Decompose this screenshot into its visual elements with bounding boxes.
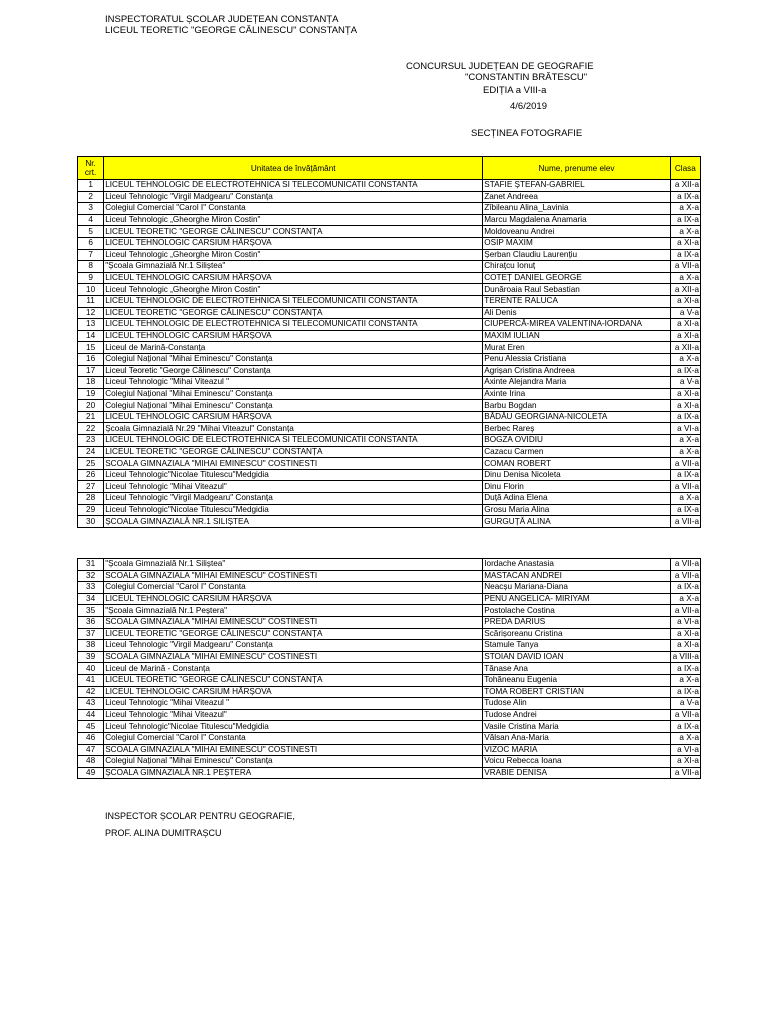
row-student: Scărișoreanu Cristina xyxy=(483,628,671,640)
table-row xyxy=(78,767,701,779)
header-nr: Nr. crt. xyxy=(78,157,104,180)
row-school: Liceul Tehnologic "Mihai Viteazul" xyxy=(104,709,483,721)
row-class: a XII-a xyxy=(670,342,700,354)
table-row xyxy=(78,570,701,582)
row-student: Berbec Rareș xyxy=(483,423,671,435)
row-class: a V-a xyxy=(670,698,700,710)
row-class: a VI-a xyxy=(670,616,700,628)
row-class: a VII-a xyxy=(670,458,700,470)
row-student: STAFIE ȘTEFAN-GABRIEL xyxy=(483,180,671,192)
table-row xyxy=(78,458,701,470)
row-school: LICEUL TEHNOLOGIC CARSIUM HÂRȘOVA xyxy=(104,411,483,423)
table-row xyxy=(78,516,701,528)
table-row xyxy=(78,295,701,307)
table-row xyxy=(78,261,701,273)
row-student: COTEȚ DANIEL GEORGE xyxy=(483,272,671,284)
table-row xyxy=(78,709,701,721)
table-row xyxy=(78,616,701,628)
row-school: Liceul Teoretic "George Călinescu" Constanța xyxy=(104,365,483,377)
contest-name: "CONSTANTIN BRĂTESCU" xyxy=(465,72,588,83)
row-school: LICEUL TEHNOLOGIC DE ELECTROTEHNICA SI TELECOMUNICATII CONSTANTA xyxy=(104,319,483,331)
header-school: Unitatea de învățământ xyxy=(104,157,483,180)
table-row xyxy=(78,249,701,261)
row-class: a X-a xyxy=(670,493,700,505)
row-student: TOMA ROBERT CRISTIAN xyxy=(483,686,671,698)
row-class: a IX-a xyxy=(670,214,700,226)
row-school: Liceul Tehnologic „Gheorghe Miron Costin" xyxy=(104,214,483,226)
table-row xyxy=(78,686,701,698)
table-header-row xyxy=(78,157,701,180)
row-class: a XI-a xyxy=(670,628,700,640)
table-row xyxy=(78,582,701,594)
row-student: Șerban Claudiu Laurențiu xyxy=(483,249,671,261)
school-name: LICEUL TEORETIC "GEORGE CĂLINESCU" CONSTANȚA xyxy=(105,25,358,36)
row-class: a VII-a xyxy=(670,605,700,617)
row-nr: 32 xyxy=(78,570,104,582)
row-nr: 6 xyxy=(78,237,104,249)
row-school: Liceul Tehnologic "Virgil Madgearu" Constanța xyxy=(104,191,483,203)
row-student: BĂDĂU GEORGIANA-NICOLETA xyxy=(483,411,671,423)
row-nr: 45 xyxy=(78,721,104,733)
table-row xyxy=(78,593,701,605)
row-class: a XII-a xyxy=(670,180,700,192)
table-row xyxy=(78,377,701,389)
row-student: Chiraţcu Ionuț xyxy=(483,261,671,273)
row-class: a X-a xyxy=(670,353,700,365)
row-nr: 14 xyxy=(78,330,104,342)
row-nr: 20 xyxy=(78,400,104,412)
row-school: LICEUL TEHNOLOGIC DE ELECTROTEHNICA SI TELECOMUNICATII CONSTANTA xyxy=(104,435,483,447)
table-row xyxy=(78,732,701,744)
row-student: Barbu Bogdan xyxy=(483,400,671,412)
table-row xyxy=(78,698,701,710)
row-student: Postolache Costina xyxy=(483,605,671,617)
row-student: VRABIE DENISA xyxy=(483,767,671,779)
table-row xyxy=(78,481,701,493)
row-school: Colegiul Național "Mihai Eminescu" Constanța xyxy=(104,400,483,412)
table-row xyxy=(78,756,701,768)
row-school: Liceul Tehnologic"Nicolae Titulescu"Medgidia xyxy=(104,721,483,733)
row-class: a XI-a xyxy=(670,295,700,307)
row-nr: 8 xyxy=(78,261,104,273)
table-row xyxy=(78,663,701,675)
table-row xyxy=(78,353,701,365)
table-row xyxy=(78,423,701,435)
row-student: MASTACAN ANDREI xyxy=(483,570,671,582)
row-school: Liceul Tehnologic "Mihai Viteazul" xyxy=(104,481,483,493)
row-nr: 17 xyxy=(78,365,104,377)
row-nr: 49 xyxy=(78,767,104,779)
row-class: a IX-a xyxy=(670,191,700,203)
row-nr: 26 xyxy=(78,469,104,481)
row-class: a VIII-a xyxy=(670,651,700,663)
row-school: SCOALA GIMNAZIALA "MIHAI EMINESCU" COSTINESTI xyxy=(104,744,483,756)
table-row xyxy=(78,446,701,458)
table-row xyxy=(78,411,701,423)
row-class: a VII-a xyxy=(670,516,700,528)
row-nr: 16 xyxy=(78,353,104,365)
table-row xyxy=(78,400,701,412)
row-student: OSIP MAXIM xyxy=(483,237,671,249)
row-nr: 7 xyxy=(78,249,104,261)
row-class: a XI-a xyxy=(670,640,700,652)
table-row xyxy=(78,284,701,296)
row-school: Liceul Tehnologic „Gheorghe Miron Costin" xyxy=(104,284,483,296)
row-nr: 11 xyxy=(78,295,104,307)
row-class: a XI-a xyxy=(670,319,700,331)
row-school: Liceul Tehnologic "Virgil Madgearu" Constanța xyxy=(104,493,483,505)
results-table-1 xyxy=(77,156,701,528)
header-class: Clasa xyxy=(670,157,700,180)
institution-header xyxy=(105,14,357,36)
row-nr: 10 xyxy=(78,284,104,296)
table-row xyxy=(78,628,701,640)
row-school: Colegiul Comercial "Carol I" Constanta xyxy=(104,732,483,744)
table-row xyxy=(78,435,701,447)
row-class: a X-a xyxy=(670,203,700,215)
row-class: a IX-a xyxy=(670,663,700,675)
table-row xyxy=(78,330,701,342)
row-school: Liceul de Marină-Constanța xyxy=(104,342,483,354)
table-row xyxy=(78,307,701,319)
table-row xyxy=(78,493,701,505)
row-nr: 2 xyxy=(78,191,104,203)
row-student: TERENTE RALUCA xyxy=(483,295,671,307)
row-school: Colegiul Comercial "Carol I" Constanta xyxy=(104,582,483,594)
row-nr: 42 xyxy=(78,686,104,698)
signature-name: PROF. ALINA DUMITRAȘCU xyxy=(105,828,222,838)
row-school: SCOALA GIMNAZIALA "MIHAI EMINESCU" COSTINESTI xyxy=(104,458,483,470)
row-nr: 21 xyxy=(78,411,104,423)
row-school: Liceul Tehnologic"Nicolae Titulescu"Medgidia xyxy=(104,504,483,516)
row-class: a XII-a xyxy=(670,284,700,296)
row-class: a X-a xyxy=(670,593,700,605)
row-class: a XI-a xyxy=(670,756,700,768)
row-nr: 18 xyxy=(78,377,104,389)
header-student: Nume, prenume elev xyxy=(483,157,671,180)
row-student: Dunăroaia Raul Sebastian xyxy=(483,284,671,296)
row-nr: 9 xyxy=(78,272,104,284)
row-nr: 35 xyxy=(78,605,104,617)
row-school: Colegiul Național "Mihai Eminescu" Constanța xyxy=(104,388,483,400)
row-nr: 24 xyxy=(78,446,104,458)
row-school: Liceul Tehnologic „Gheorghe Miron Costin" xyxy=(104,249,483,261)
table-row xyxy=(78,203,701,215)
row-class: a XI-a xyxy=(670,237,700,249)
table-row xyxy=(78,319,701,331)
row-student: Tudose Andrei xyxy=(483,709,671,721)
row-class: a VII-a xyxy=(670,559,700,571)
row-class: a X-a xyxy=(670,226,700,238)
row-nr: 39 xyxy=(78,651,104,663)
row-student: COMAN ROBERT xyxy=(483,458,671,470)
row-school: LICEUL TEORETIC "GEORGE CĂLINESCU" CONSTANȚA xyxy=(104,446,483,458)
row-student: Agrișan Cristina Andreea xyxy=(483,365,671,377)
row-student: Zîbileanu Alina_Lavinia xyxy=(483,203,671,215)
results-table-2 xyxy=(77,558,701,779)
row-class: a V-a xyxy=(670,377,700,389)
row-student: CIUPERCĂ-MIREA VALENTINA-IORDANA xyxy=(483,319,671,331)
row-nr: 40 xyxy=(78,663,104,675)
row-class: a X-a xyxy=(670,732,700,744)
row-school: SCOALA GIMNAZIALA "MIHAI EMINESCU" COSTINESTI xyxy=(104,570,483,582)
row-class: a X-a xyxy=(670,446,700,458)
row-school: LICEUL TEHNOLOGIC CARSIUM HÂRȘOVA xyxy=(104,593,483,605)
row-nr: 3 xyxy=(78,203,104,215)
row-student: Vălsan Ana-Maria xyxy=(483,732,671,744)
table-row xyxy=(78,214,701,226)
contest-edition: EDIȚIA a VIII-a xyxy=(483,85,547,96)
row-class: a VII-a xyxy=(670,261,700,273)
table-row xyxy=(78,651,701,663)
row-class: a IX-a xyxy=(670,365,700,377)
table-row xyxy=(78,191,701,203)
row-class: a XI-a xyxy=(670,400,700,412)
row-school: LICEUL TEHNOLOGIC CARSIUM HÂRȘOVA xyxy=(104,330,483,342)
row-nr: 28 xyxy=(78,493,104,505)
row-school: Colegiul Național "Mihai Eminescu" Constanța xyxy=(104,756,483,768)
row-school: LICEUL TEHNOLOGIC DE ELECTROTEHNICA SI TELECOMUNICATII CONSTANTA xyxy=(104,180,483,192)
row-nr: 43 xyxy=(78,698,104,710)
row-student: BOGZA OVIDIU xyxy=(483,435,671,447)
row-school: SCOALA GIMNAZIALA "MIHAI EMINESCU" COSTINESTI xyxy=(104,616,483,628)
row-nr: 48 xyxy=(78,756,104,768)
table-row xyxy=(78,365,701,377)
row-school: "Școala Gimnazială Nr.1 Peștera" xyxy=(104,605,483,617)
table-row xyxy=(78,605,701,617)
row-class: a V-a xyxy=(670,307,700,319)
row-school: Liceul Tehnologic "Mihai Viteazul " xyxy=(104,698,483,710)
row-nr: 22 xyxy=(78,423,104,435)
row-class: a IX-a xyxy=(670,469,700,481)
row-student: MAXIM IULIAN xyxy=(483,330,671,342)
row-nr: 30 xyxy=(78,516,104,528)
contest-title: CONCURSUL JUDEȚEAN DE GEOGRAFIE xyxy=(406,61,594,72)
row-student: Voicu Rebecca Ioana xyxy=(483,756,671,768)
row-school: LICEUL TEORETIC "GEORGE CĂLINESCU" CONSTANȚA xyxy=(104,628,483,640)
row-student: Axinte Alejandra Maria xyxy=(483,377,671,389)
row-school: Liceul Tehnologic"Nicolae Titulescu"Medgidia xyxy=(104,469,483,481)
row-student: Tănase Ana xyxy=(483,663,671,675)
row-school: Colegiul Național "Mihai Eminescu" Constanța xyxy=(104,353,483,365)
row-student: Moldoveanu Andrei xyxy=(483,226,671,238)
table-row xyxy=(78,469,701,481)
row-class: a XI-a xyxy=(670,388,700,400)
row-student: Duță Adina Elena xyxy=(483,493,671,505)
row-school: Liceul Tehnologic "Mihai Viteazul " xyxy=(104,377,483,389)
row-school: "Școala Gimnazială Nr.1 Siliștea" xyxy=(104,261,483,273)
row-school: SCOALA GIMNAZIALA "MIHAI EMINESCU" COSTINESTI xyxy=(104,651,483,663)
row-nr: 19 xyxy=(78,388,104,400)
row-nr: 4 xyxy=(78,214,104,226)
row-school: LICEUL TEHNOLOGIC DE ELECTROTEHNICA SI TELECOMUNICATII CONSTANTA xyxy=(104,295,483,307)
row-student: Cazacu Carmen xyxy=(483,446,671,458)
row-nr: 33 xyxy=(78,582,104,594)
table-row xyxy=(78,237,701,249)
row-nr: 29 xyxy=(78,504,104,516)
row-class: a VI-a xyxy=(670,423,700,435)
inspectorate-name: INSPECTORATUL ȘCOLAR JUDEȚEAN CONSTANȚA xyxy=(105,14,339,25)
row-class: a VII-a xyxy=(670,570,700,582)
row-nr: 44 xyxy=(78,709,104,721)
table-row xyxy=(78,342,701,354)
contest-section: SECȚINEA FOTOGRAFIE xyxy=(471,128,583,139)
row-nr: 15 xyxy=(78,342,104,354)
row-student: Vasile Cristina Maria xyxy=(483,721,671,733)
row-student: Grosu Maria Alina xyxy=(483,504,671,516)
row-class: a VII-a xyxy=(670,481,700,493)
row-student: Penu Alessia Cristiana xyxy=(483,353,671,365)
row-nr: 27 xyxy=(78,481,104,493)
row-nr: 25 xyxy=(78,458,104,470)
table-row xyxy=(78,272,701,284)
row-student: Iordache Anastasia xyxy=(483,559,671,571)
row-nr: 38 xyxy=(78,640,104,652)
row-school: Colegiul Comercial "Carol I" Constanta xyxy=(104,203,483,215)
row-class: a X-a xyxy=(670,674,700,686)
row-student: Dinu Denisa Nicoleta xyxy=(483,469,671,481)
row-student: Tudose Alin xyxy=(483,698,671,710)
row-student: Ali Denis xyxy=(483,307,671,319)
row-school: LICEUL TEHNOLOGIC CARSIUM HÂRȘOVA xyxy=(104,686,483,698)
row-class: a X-a xyxy=(670,435,700,447)
row-nr: 13 xyxy=(78,319,104,331)
row-class: a IX-a xyxy=(670,249,700,261)
row-school: ȘCOALA GIMNAZIALĂ NR.1 SILIȘTEA xyxy=(104,516,483,528)
row-school: Liceul de Marină - Constanța xyxy=(104,663,483,675)
row-class: a X-a xyxy=(670,272,700,284)
row-student: Zanet Andreea xyxy=(483,191,671,203)
row-class: a VII-a xyxy=(670,709,700,721)
row-student: Dinu Florin xyxy=(483,481,671,493)
row-class: a IX-a xyxy=(670,504,700,516)
row-student: PENU ANGELICA- MIRIYAM xyxy=(483,593,671,605)
row-school: ȘCOALA GIMNAZIALĂ NR.1 PEȘTERA xyxy=(104,767,483,779)
contest-date: 4/6/2019 xyxy=(510,101,547,112)
row-school: LICEUL TEHNOLOGIC CARSIUM HÂRȘOVA xyxy=(104,237,483,249)
row-school: Liceul Tehnologic "Virgil Madgearu" Constanța xyxy=(104,640,483,652)
row-nr: 1 xyxy=(78,180,104,192)
row-school: LICEUL TEORETIC "GEORGE CĂLINESCU" CONSTANȚA xyxy=(104,674,483,686)
row-nr: 5 xyxy=(78,226,104,238)
row-school: LICEUL TEORETIC "GEORGE CĂLINESCU" CONSTANȚA xyxy=(104,226,483,238)
row-school: LICEUL TEORETIC "GEORGE CĂLINESCU" CONSTANȚA xyxy=(104,307,483,319)
row-nr: 34 xyxy=(78,593,104,605)
row-nr: 31 xyxy=(78,559,104,571)
table-row xyxy=(78,640,701,652)
row-student: Axinte Irina xyxy=(483,388,671,400)
row-nr: 37 xyxy=(78,628,104,640)
row-school: LICEUL TEHNOLOGIC CARSIUM HÂRȘOVA xyxy=(104,272,483,284)
row-student: Tohăneanu Eugenia xyxy=(483,674,671,686)
row-nr: 46 xyxy=(78,732,104,744)
row-class: a VI-a xyxy=(670,744,700,756)
table-row xyxy=(78,559,701,571)
row-class: a IX-a xyxy=(670,582,700,594)
table-row xyxy=(78,388,701,400)
row-student: Neacșu Mariana-Diana xyxy=(483,582,671,594)
row-nr: 12 xyxy=(78,307,104,319)
row-school: "Școala Gimnazială Nr.1 Siliștea" xyxy=(104,559,483,571)
table-row xyxy=(78,744,701,756)
row-nr: 23 xyxy=(78,435,104,447)
row-student: STOIAN DAVID IOAN xyxy=(483,651,671,663)
row-class: a IX-a xyxy=(670,686,700,698)
row-nr: 41 xyxy=(78,674,104,686)
table-row xyxy=(78,674,701,686)
row-student: Marcu Magdalena Anamaria xyxy=(483,214,671,226)
table-row xyxy=(78,504,701,516)
row-student: VIZOC MARIA xyxy=(483,744,671,756)
row-nr: 36 xyxy=(78,616,104,628)
row-school: Școala Gimnazială Nr.29 "Mihai Viteazul" Constanța xyxy=(104,423,483,435)
row-student: Murat Eren xyxy=(483,342,671,354)
row-class: a XI-a xyxy=(670,330,700,342)
row-class: a IX-a xyxy=(670,411,700,423)
row-class: a IX-a xyxy=(670,721,700,733)
table-row xyxy=(78,180,701,192)
row-student: Stamule Tanya xyxy=(483,640,671,652)
signature-title: INSPECTOR ȘCOLAR PENTRU GEOGRAFIE, xyxy=(105,811,295,821)
row-student: PREDA DARIUS xyxy=(483,616,671,628)
table-row xyxy=(78,721,701,733)
row-class: a VII-a xyxy=(670,767,700,779)
row-nr: 47 xyxy=(78,744,104,756)
table-row xyxy=(78,226,701,238)
row-student: GURGUȚĂ ALINA xyxy=(483,516,671,528)
